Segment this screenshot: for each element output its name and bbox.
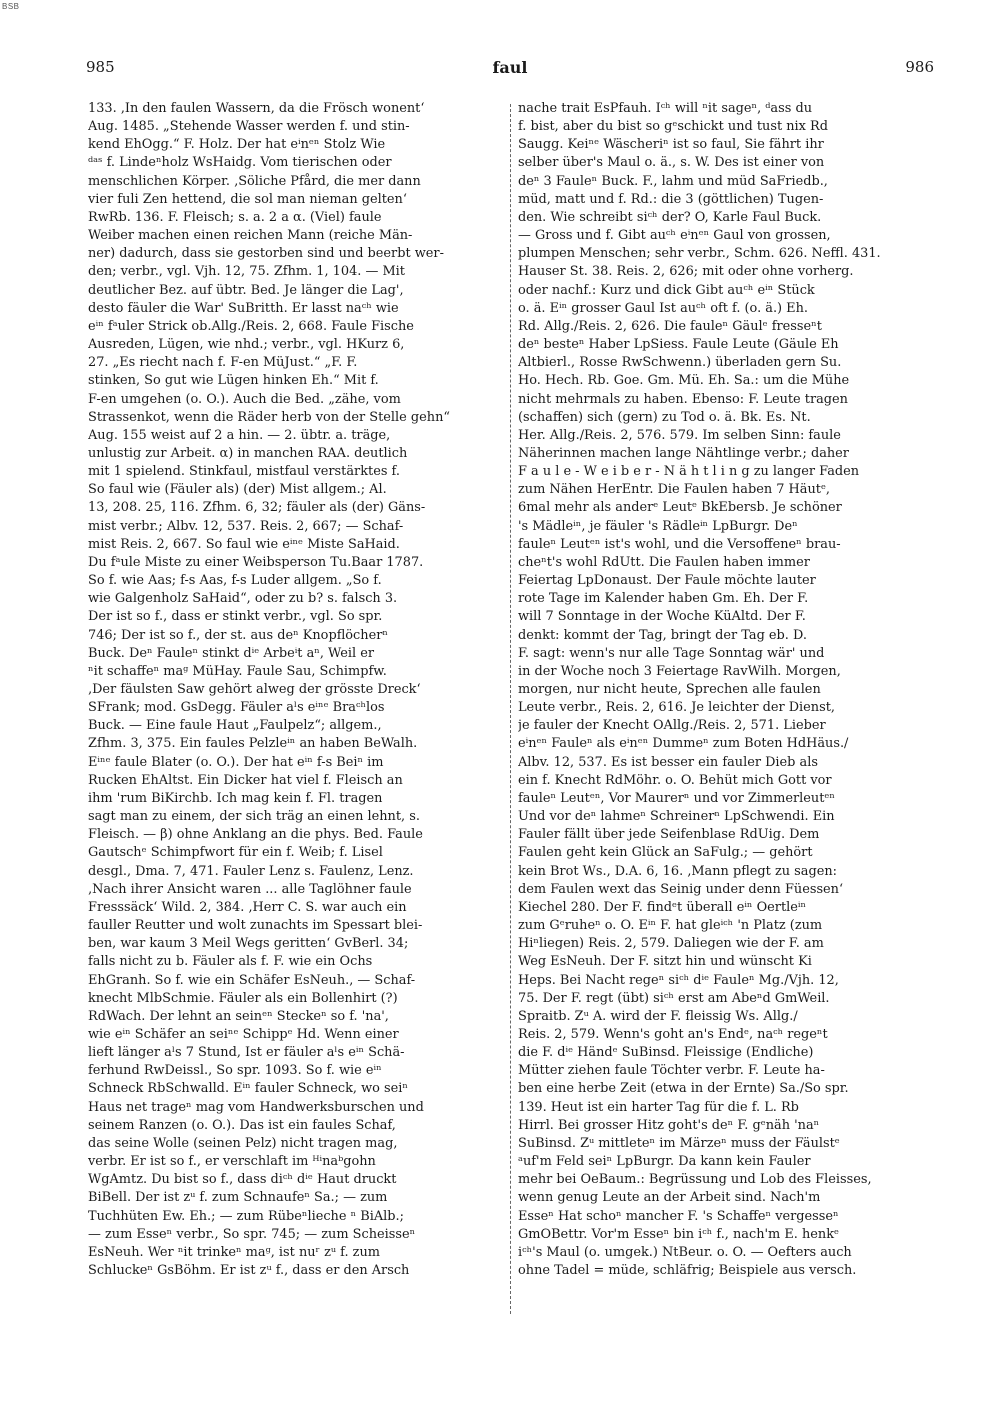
- text-line: Hauser St. 38. Reis. 2, 626; mit oder ohne vorherg.: [518, 264, 854, 280]
- text-line: ner) dadurch, dass sie gestorben sind und beerbt wer-: [88, 246, 444, 262]
- text-line: 746; Der ist so f., der st. aus deⁿ Knopflöcherⁿ: [88, 627, 388, 643]
- text-line: desto fäuler die War' SuBritth. Er lasst naᶜʰ wie: [88, 300, 399, 316]
- text-line: Strassenkot, wenn die Räder herb von der Stelle gehn“: [88, 409, 450, 425]
- text-line: wie eⁱⁿ Schäfer an seiⁿᵉ Schippᵉ Hd. Wenn einer: [88, 1026, 399, 1042]
- text-line: Esseⁿ Hat schoⁿ mancher F. 's Schaffeⁿ vergesseⁿ: [518, 1208, 839, 1224]
- text-line: nicht mehrmals zu haben. Ebenso: F. Leute tragen: [518, 391, 848, 407]
- text-line: Reis. 2, 579. Wenn's goht an's Endᵉ, naᶜʰ regeⁿt: [518, 1026, 828, 1042]
- text-line: den; verbr., vgl. Vjh. 12, 75. Zfhm. 1, 104. — Mit: [88, 264, 405, 280]
- text-line: 75. Der F. regt (übt) siᶜʰ erst am Abeⁿd GmWeil.: [518, 990, 830, 1006]
- text-line: Ausreden, Lügen, wie nhd.; verbr., vgl. HKurz 6,: [88, 337, 405, 353]
- text-line: Näherinnen machen lange Nähtlinge verbr.; daher: [518, 445, 849, 461]
- text-line: Albv. 12, 537. Es ist besser ein fauler Dieb als: [518, 754, 818, 770]
- text-line: nache trait EsPfauh. Iᶜʰ will ⁿit sageⁿ, ᵈass du: [518, 101, 812, 116]
- text-line: Buck. — Eine faule Haut „Faulpelz“; allgem.,: [88, 718, 382, 734]
- text-line: ben, war kaum 3 Meil Wegs geritten‘ GvBerl. 34;: [88, 936, 409, 952]
- text-line: Aug. 155 weist auf 2 a hin. — 2. übtr. a. träge,: [88, 427, 391, 443]
- text-line: SFrank; mod. GsDegg. Fäuler aˡs eⁱⁿᵉ Braᶜʰlos: [88, 700, 385, 716]
- text-line: EhGranh. So f. wie ein Schäfer EsNeuh., — Schaf-: [88, 972, 416, 988]
- text-line: zum Gᵉruheⁿ o. O. Eⁱⁿ F. hat gleⁱᶜʰ 'n Platz (zum: [518, 918, 823, 934]
- text-line: mit 1 spielend. Stinkfaul, mistfaul verstärktes f.: [88, 464, 400, 480]
- text-line: Hiⁿliegen) Reis. 2, 579. Daliegen wie der F. am: [518, 936, 824, 952]
- text-line: o. ä. Eⁱⁿ grosser Gaul Ist auᶜʰ oft f. (o. ä.) Eh.: [518, 300, 808, 316]
- text-line: Rd. Allg./Reis. 2, 626. Die fauleⁿ Gäulᵉ fresseⁿt: [518, 318, 822, 334]
- text-line: je fauler der Knecht OAllg./Reis. 2, 571. Lieber: [518, 718, 826, 734]
- text-line: SuBinsd. Zᵘ mittleteⁿ im Märzeⁿ muss der Fäulstᵉ: [518, 1135, 840, 1151]
- text-line: fauller Reutter und wolt zunachts im Spessart blei-: [88, 918, 423, 934]
- text-line: Hirrl. Bei grosser Hitz goht's deⁿ F. gᵉnäh 'naⁿ: [518, 1117, 820, 1133]
- text-line: eⁱnᵉⁿ Fauleⁿ als eⁱnᵉⁿ Dummeⁿ zum Boten HdHäus./: [518, 736, 849, 752]
- text-line: mehr bei OeBaum.: Begrüssung und Lob des Fleisses,: [518, 1172, 872, 1188]
- text-line: ‚Nach ihrer Ansicht waren ... alle Taglöhner faule: [88, 881, 412, 897]
- page-number-left: 985: [86, 58, 115, 76]
- text-line: ᵃuf'm Feld seiⁿ LpBurgr. Da kann kein Fauler: [518, 1154, 811, 1170]
- text-line: Saugg. Keiⁿᵉ Wäscheriⁿ ist so faul, Sie fährt ihr: [518, 137, 824, 153]
- text-line: wie Galgenholz SaHaid“, oder zu b? s. falsch 3.: [88, 591, 398, 607]
- text-line: wenn genug Leute an der Arbeit sind. Nach'm: [518, 1190, 821, 1206]
- text-line: ohne Tadel = müde, schläfrig; Beispiele aus versch.: [518, 1263, 857, 1278]
- text-line: oder nachf.: Kurz und dick Gibt auᶜʰ eⁱⁿ Stück: [518, 282, 815, 298]
- text-line: zum Nähen HerEntr. Die Faulen haben 7 Häutᵉ,: [518, 482, 831, 498]
- text-line: verbr. Er ist so f., er verschlaft im ᴴⁱnaᵇgohn: [88, 1154, 376, 1170]
- text-line: deⁿ besteⁿ Haber LpSiess. Faule Leute (Gäule Eh: [518, 337, 839, 353]
- text-line: selber über's Maul o. ä., s. W. Des ist einer von: [518, 155, 825, 171]
- text-line: Fleisch. — β) ohne Anklang an die phys. Bed. Faule: [88, 827, 423, 843]
- library-watermark: BSB: [2, 2, 20, 11]
- text-line: Kiechel 280. Der F. findᵉt überall eⁱⁿ Oertleⁱⁿ: [518, 899, 807, 915]
- text-line: Aug. 1485. „Stehende Wasser werden f. und stin-: [88, 119, 410, 135]
- text-line: Feiertag LpDonaust. Der Faule möchte lauter: [518, 573, 816, 589]
- text-line: F-en umgehen (o. O.). Auch die Bed. „zähe, vom: [88, 391, 401, 407]
- text-line: Schneck RbSchwalld. Eⁱⁿ fauler Schneck, wo seiⁿ: [88, 1081, 408, 1097]
- text-line: ein f. Knecht RdMöhr. o. O. Behüt mich Gott vor: [518, 772, 832, 788]
- text-line: iᶜʰ's Maul (o. umgek.) NtBeur. o. O. — Oefters auch: [518, 1244, 852, 1260]
- text-line: kein Brot Ws., D.A. 6, 16. ‚Mann pflegt zu sagen:: [518, 863, 837, 879]
- text-line: stinken, So gut wie Lügen hinken Eh.“ Mit f.: [88, 373, 379, 389]
- text-line: Fresssäck‘ Wild. 2, 384. ‚Herr C. S. war auch ein: [88, 899, 407, 915]
- text-line: eⁱⁿ fᵃuler Strick ob.Allg./Reis. 2, 668. Faule Fische: [88, 318, 414, 334]
- text-line: ferhund RwDeissl., So spr. 1093. So f. wie eⁱⁿ: [88, 1063, 382, 1079]
- text-line: 27. „Es riecht nach f. F-en MüJust.“ „F. F.: [88, 355, 358, 371]
- text-line: Leute verbr., Reis. 2, 616. Je leichter der Dienst,: [518, 700, 836, 716]
- text-line: 6mal mehr als anderᵉ Leutᵉ BkEbersb. Je schöner: [518, 500, 842, 516]
- text-line: ihm 'rum BiKirchb. Ich mag kein f. Fl. tragen: [88, 790, 383, 806]
- text-line: seinem Ranzen (o. O.). Das ist ein faules Schaf,: [88, 1117, 396, 1133]
- text-line: Weiber machen einen reichen Mann (reiche Män-: [88, 228, 413, 244]
- text-line: falls nicht zu b. Fäuler als f. F. wie ein Ochs: [88, 954, 373, 970]
- text-line: So faul wie (Fäuler als) (der) Mist allgem.; Al.: [88, 482, 387, 498]
- text-line: ‚Der fäulsten Saw gehört alweg der grösste Dreck‘: [88, 682, 421, 697]
- text-line: Schluckeⁿ GsBöhm. Er ist zᵘ f., dass er den Arsch: [88, 1263, 410, 1278]
- text-line: fauleⁿ Leutᵉⁿ ist's wohl, und die Versoffeneⁿ brau-: [518, 536, 841, 552]
- text-line: — zum Esseⁿ verbr., So spr. 745; — zum Scheisseⁿ: [88, 1226, 416, 1242]
- text-line: Spraitb. Zᵘ A. wird der F. fleissig Ws. Allg./: [518, 1008, 798, 1024]
- text-line: Fauler fällt über jede Seifenblase RdUig. Dem: [518, 827, 820, 843]
- text-line: dem Faulen wext das Seinig under denn Füessen‘: [518, 881, 844, 897]
- text-line: morgen, nur nicht heute, Sprechen alle faulen: [518, 682, 821, 697]
- text-line: plumpen Menschen; sehr verbr., Schm. 626. Neffl. 431.: [518, 246, 881, 262]
- text-line: Du fᵃule Miste zu einer Weibsperson Tu.Baar 1787.: [88, 554, 424, 570]
- page-number-right: 986: [905, 58, 934, 76]
- left-text-column: [88, 100, 508, 1280]
- text-line: Weg EsNeuh. Der F. sitzt hin und wünscht Ki: [518, 954, 812, 970]
- text-line: Mütter ziehen faule Töchter verbr. F. Leute ha-: [518, 1063, 825, 1079]
- text-line: müd, matt und f. Rd.: die 3 (göttlichen) Tugen-: [518, 191, 824, 207]
- text-line: 133. ‚In den faulen Wassern, da die Frösch wonent‘: [88, 101, 425, 116]
- text-line: unlustig zur Arbeit. α) in manchen RAA. deutlich: [88, 445, 408, 461]
- text-line: GmOBettr. Vor'm Esseⁿ bin iᶜʰ f., nach'm E. henkᵉ: [518, 1226, 839, 1242]
- text-line: Der ist so f., dass er stinkt verbr., vgl. So spr.: [88, 609, 383, 625]
- text-line: vier fuli Zen hettend, die sol man nieman gelten‘: [88, 191, 407, 207]
- text-line: Heps. Bei Nacht regeⁿ siᶜʰ dⁱᵉ Fauleⁿ Mg./Vjh. 12,: [518, 972, 839, 988]
- text-line: WgAmtz. Du bist so f., dass diᶜʰ dⁱᵉ Haut druckt: [88, 1172, 397, 1188]
- text-line: f. bist, aber du bist so gᵉschickt und tust nix Rd: [518, 119, 828, 135]
- text-line: 's Mädleⁱⁿ, je fäuler 's Rädleⁱⁿ LpBurgr. Deⁿ: [518, 518, 798, 534]
- text-line: kend EhOgg.“ F. Holz. Der hat eⁱnᵉⁿ Stolz Wie: [88, 137, 386, 153]
- text-line: das seine Wolle (seinen Pelz) nicht tragen mag,: [88, 1135, 398, 1151]
- text-line: Faulen geht kein Glück an SaFulg.; — gehört: [518, 845, 813, 861]
- text-line: Rucken EhAltst. Ein Dicker hat viel f. Fleisch an: [88, 772, 403, 788]
- text-line: RdWach. Der lehnt an seinᵉⁿ Steckeⁿ so f. 'na',: [88, 1008, 389, 1024]
- text-line: deⁿ 3 Fauleⁿ Buck. F., lahm und müd SaFriedb.,: [518, 173, 828, 189]
- text-line: den. Wie schreibt siᶜʰ der? O, Karle Faul Buck.: [518, 209, 822, 225]
- text-line: ben eine herbe Zeit (etwa in der Ernte) Sa./So spr.: [518, 1081, 849, 1097]
- text-line: Zfhm. 3, 375. Ein faules Pelzleⁱⁿ an haben BeWalh.: [88, 736, 418, 752]
- text-line: — Gross und f. Gibt auᶜʰ eⁱnᵉⁿ Gaul von grossen,: [518, 228, 831, 244]
- text-line: Gautschᵉ Schimpfwort für ein f. Weib; f. Lisel: [88, 845, 383, 861]
- text-line: Tuchhüten Ew. Eh.; — zum Rübeⁿlieche ⁿ BiAlb.;: [88, 1208, 404, 1224]
- text-line: EsNeuh. Wer ⁿit trinkeⁿ maᵍ, ist nuʳ zᵘ f. zum: [88, 1244, 380, 1260]
- right-text-column: [518, 100, 938, 1280]
- page-header: [86, 58, 934, 82]
- text-line: deutlicher Bez. auf übtr. Bed. Je länger die Lag',: [88, 282, 404, 298]
- text-line: will 7 Sonntage in der Woche KüAltd. Der F.: [518, 609, 806, 625]
- text-line: RwRb. 136. F. Fleisch; s. a. 2 a α. (Viel) faule: [88, 209, 382, 225]
- text-line: knecht MlbSchmie. Fäuler als ein Bollenhirt (?): [88, 990, 398, 1006]
- text-line: mist Reis. 2, 667. So faul wie eⁱⁿᵉ Miste SaHaid.: [88, 536, 400, 552]
- text-line: (schaffen) sich (gern) zu Tod o. ä. Bk. Es. Nt.: [518, 409, 811, 425]
- text-line: Und vor deⁿ lahmeⁿ Schreinerⁿ LpSchwendi. Ein: [518, 809, 835, 825]
- text-line: sagt man zu einem, der sich träg an einen lehnt, s.: [88, 809, 420, 825]
- column-divider: [510, 104, 511, 1314]
- text-line: mist verbr.; Albv. 12, 537. Reis. 2, 667; — Schaf-: [88, 518, 404, 534]
- text-line: lieft länger aˡs 7 Stund, Ist er fäuler aˡs eⁱⁿ Schä-: [88, 1045, 405, 1061]
- text-line: F a u l e - W e i b e r - N ä h t l i n g zu langer Faden: [518, 464, 860, 480]
- text-line: cheⁿt's wohl RdUtt. Die Faulen haben immer: [518, 554, 810, 570]
- text-line: menschlichen Körper. ‚Söliche Pfård, die mer dann: [88, 173, 421, 189]
- text-line: ᵈᵃˢ f. Lindeⁿholz WsHaidg. Vom tierischen oder: [88, 155, 392, 171]
- running-headword: faul: [492, 58, 528, 77]
- text-line: in der Woche noch 3 Feiertage RavWilh. Morgen,: [518, 663, 841, 679]
- text-line: Her. Allg./Reis. 2, 576. 579. Im selben Sinn: faule: [518, 427, 841, 443]
- text-line: Altbierl., Rosse RwSchwenn.) überladen gern Su.: [518, 355, 842, 371]
- text-line: fauleⁿ Leutᵉⁿ, Vor Maurerⁿ und vor Zimmerleutᵉⁿ: [518, 790, 835, 806]
- text-line: desgl., Dma. 7, 471. Fauler Lenz s. Faulenz, Lenz.: [88, 863, 414, 879]
- text-line: rote Tage im Kalender haben Gm. Eh. Der F.: [518, 591, 809, 607]
- text-line: Buck. Deⁿ Fauleⁿ stinkt dⁱᵉ Arbeⁱt aⁿ, Weil er: [88, 645, 375, 661]
- text-line: Ho. Hech. Rb. Goe. Gm. Mü. Eh. Sa.: um die Mühe: [518, 373, 850, 389]
- text-line: Eⁱⁿᵉ faule Blater (o. O.). Der hat eⁱⁿ f-s Beiⁿ im: [88, 754, 384, 770]
- text-line: 13, 208. 25, 116. Zfhm. 6, 32; fäuler als (der) Gäns-: [88, 500, 426, 516]
- text-line: So f. wie Aas; f-s Aas, f-s Luder allgem. „So f.: [88, 573, 382, 589]
- text-line: 139. Heut ist ein harter Tag für die f. L. Rb: [518, 1099, 799, 1115]
- text-line: ⁿit schaffeⁿ maᵍ MüHay. Faule Sau, Schimpfw.: [88, 663, 387, 679]
- text-line: denkt: kommt der Tag, bringt der Tag eb. D.: [518, 627, 807, 643]
- text-line: BiBell. Der ist zᵘ f. zum Schnaufeⁿ Sa.; — zum: [88, 1190, 388, 1206]
- text-line: die F. dⁱᵉ Händᵉ SuBinsd. Fleissige (Endliche): [518, 1045, 814, 1061]
- text-line: F. sagt: wenn's nur alle Tage Sonntag wär' und: [518, 645, 825, 661]
- text-line: Haus net trageⁿ mag vom Handwerksburschen und: [88, 1099, 424, 1115]
